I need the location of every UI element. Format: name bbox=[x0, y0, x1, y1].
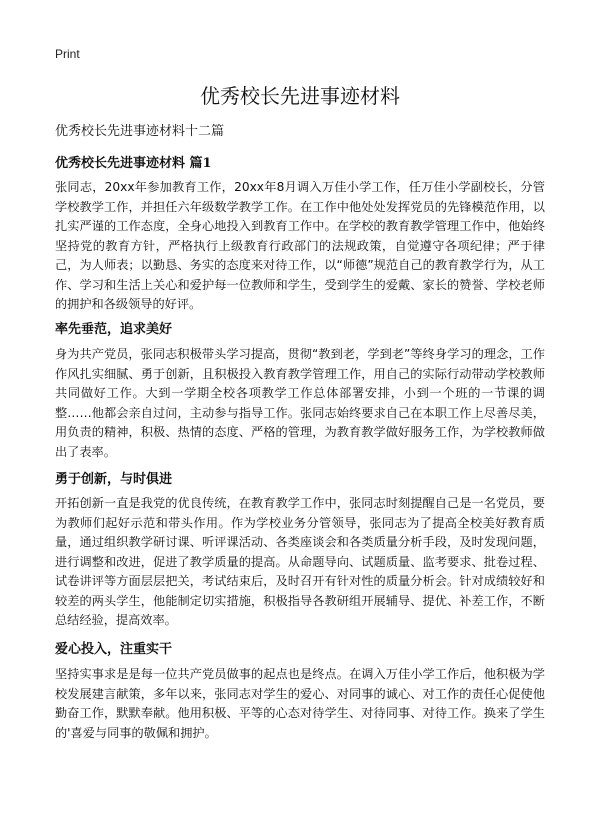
section-heading-2: 率先垂范，追求美好 bbox=[55, 322, 173, 337]
section-paragraph-4: 坚持实事求是是每一位共产党员做事的起点也是终点。在调入万佳小学工作后，他积极为学校发展建言献策，多年以来，张同志对学生的爱心、对同事的诚心、对工作的责任心促使他勤奋工作，默默奉献。他用积极、平等的心态对待学生、对待同事、对待工作。换来了学生的'喜爱与同事的敬佩和拥护。 bbox=[55, 667, 545, 740]
section-heading-1: 优秀校长先进事迹材料 篇1 bbox=[55, 156, 212, 171]
document-title: 优秀校长先进事迹材料 bbox=[200, 84, 400, 108]
document-subtitle: 优秀校长先进事迹材料十二篇 bbox=[55, 124, 225, 139]
section-heading-4: 爱心投入，注重实干 bbox=[55, 642, 173, 657]
section-heading-3: 勇于创新，与时俱进 bbox=[55, 472, 173, 487]
section-paragraph-1: 张同志，20xx年参加教育工作，20xx年8月调入万佳小学工作，任万佳小学副校长，分管学校教学工作，并担任六年级数学教学工作。在工作中他处处发挥党员的先锋模范作用，以扎实严谨的工作态度，全身心地投入到教育工作中。在学校的教育教学管理工作中，他始终坚持党的教育方针，严格执行上级教育行政部门的法规政策，自觉遵守各项纪律；严于律己，为人师表；以勤恳、务实的态度来对待工作，以“师德”规范自己的教育教学行为，从工作、学习和生活上关心和爱护每一位教师和学生，受到学生的爱戴、家长的赞誉、学校老师的拥护和各级领导的好评。 bbox=[55, 180, 545, 311]
section-paragraph-3: 开拓创新一直是我党的优良传统，在教育教学工作中，张同志时刻提醒自己是一名党员，要为教师们起好示范和带头作用。作为学校业务分管领导，张同志为了提高全校美好教育质量，通过组织教学研讨课、听评课活动、各类座谈会和各类质量分析手段，及时发现问题，进行调整和改进，促进了教学质量的提高。从命题导向、试题质量、监考要求、批卷过程、试卷讲评等方面层层把关，考试结束后，及时召开有针对性的质量分析会。针对成绩较好和较差的两头学生，他能制定切实措施，积极指导各教研组开展辅导、提优、补差工作，不断总结经验，提高效率。 bbox=[55, 496, 545, 627]
section-paragraph-2: 身为共产党员，张同志积极带头学习提高，贯彻“教到老，学到老”等终身学习的理念，工作作风扎实细腻、勇于创新，且积极投入教育教学管理工作，用自己的实际行动带动学校教师共同做好工作。大到一学期全校各项教学工作总体部署安排，小到一个班的一节课的调整……他都会亲自过问，主动参与指导工作。张同志始终要求自己在本职工作上尽善尽美，用负责的精神，积极、热情的态度、严格的管理，为教育教学做好服务工作，为学校教师做出了表率。 bbox=[55, 347, 545, 459]
print-link[interactable]: Print bbox=[55, 47, 80, 61]
